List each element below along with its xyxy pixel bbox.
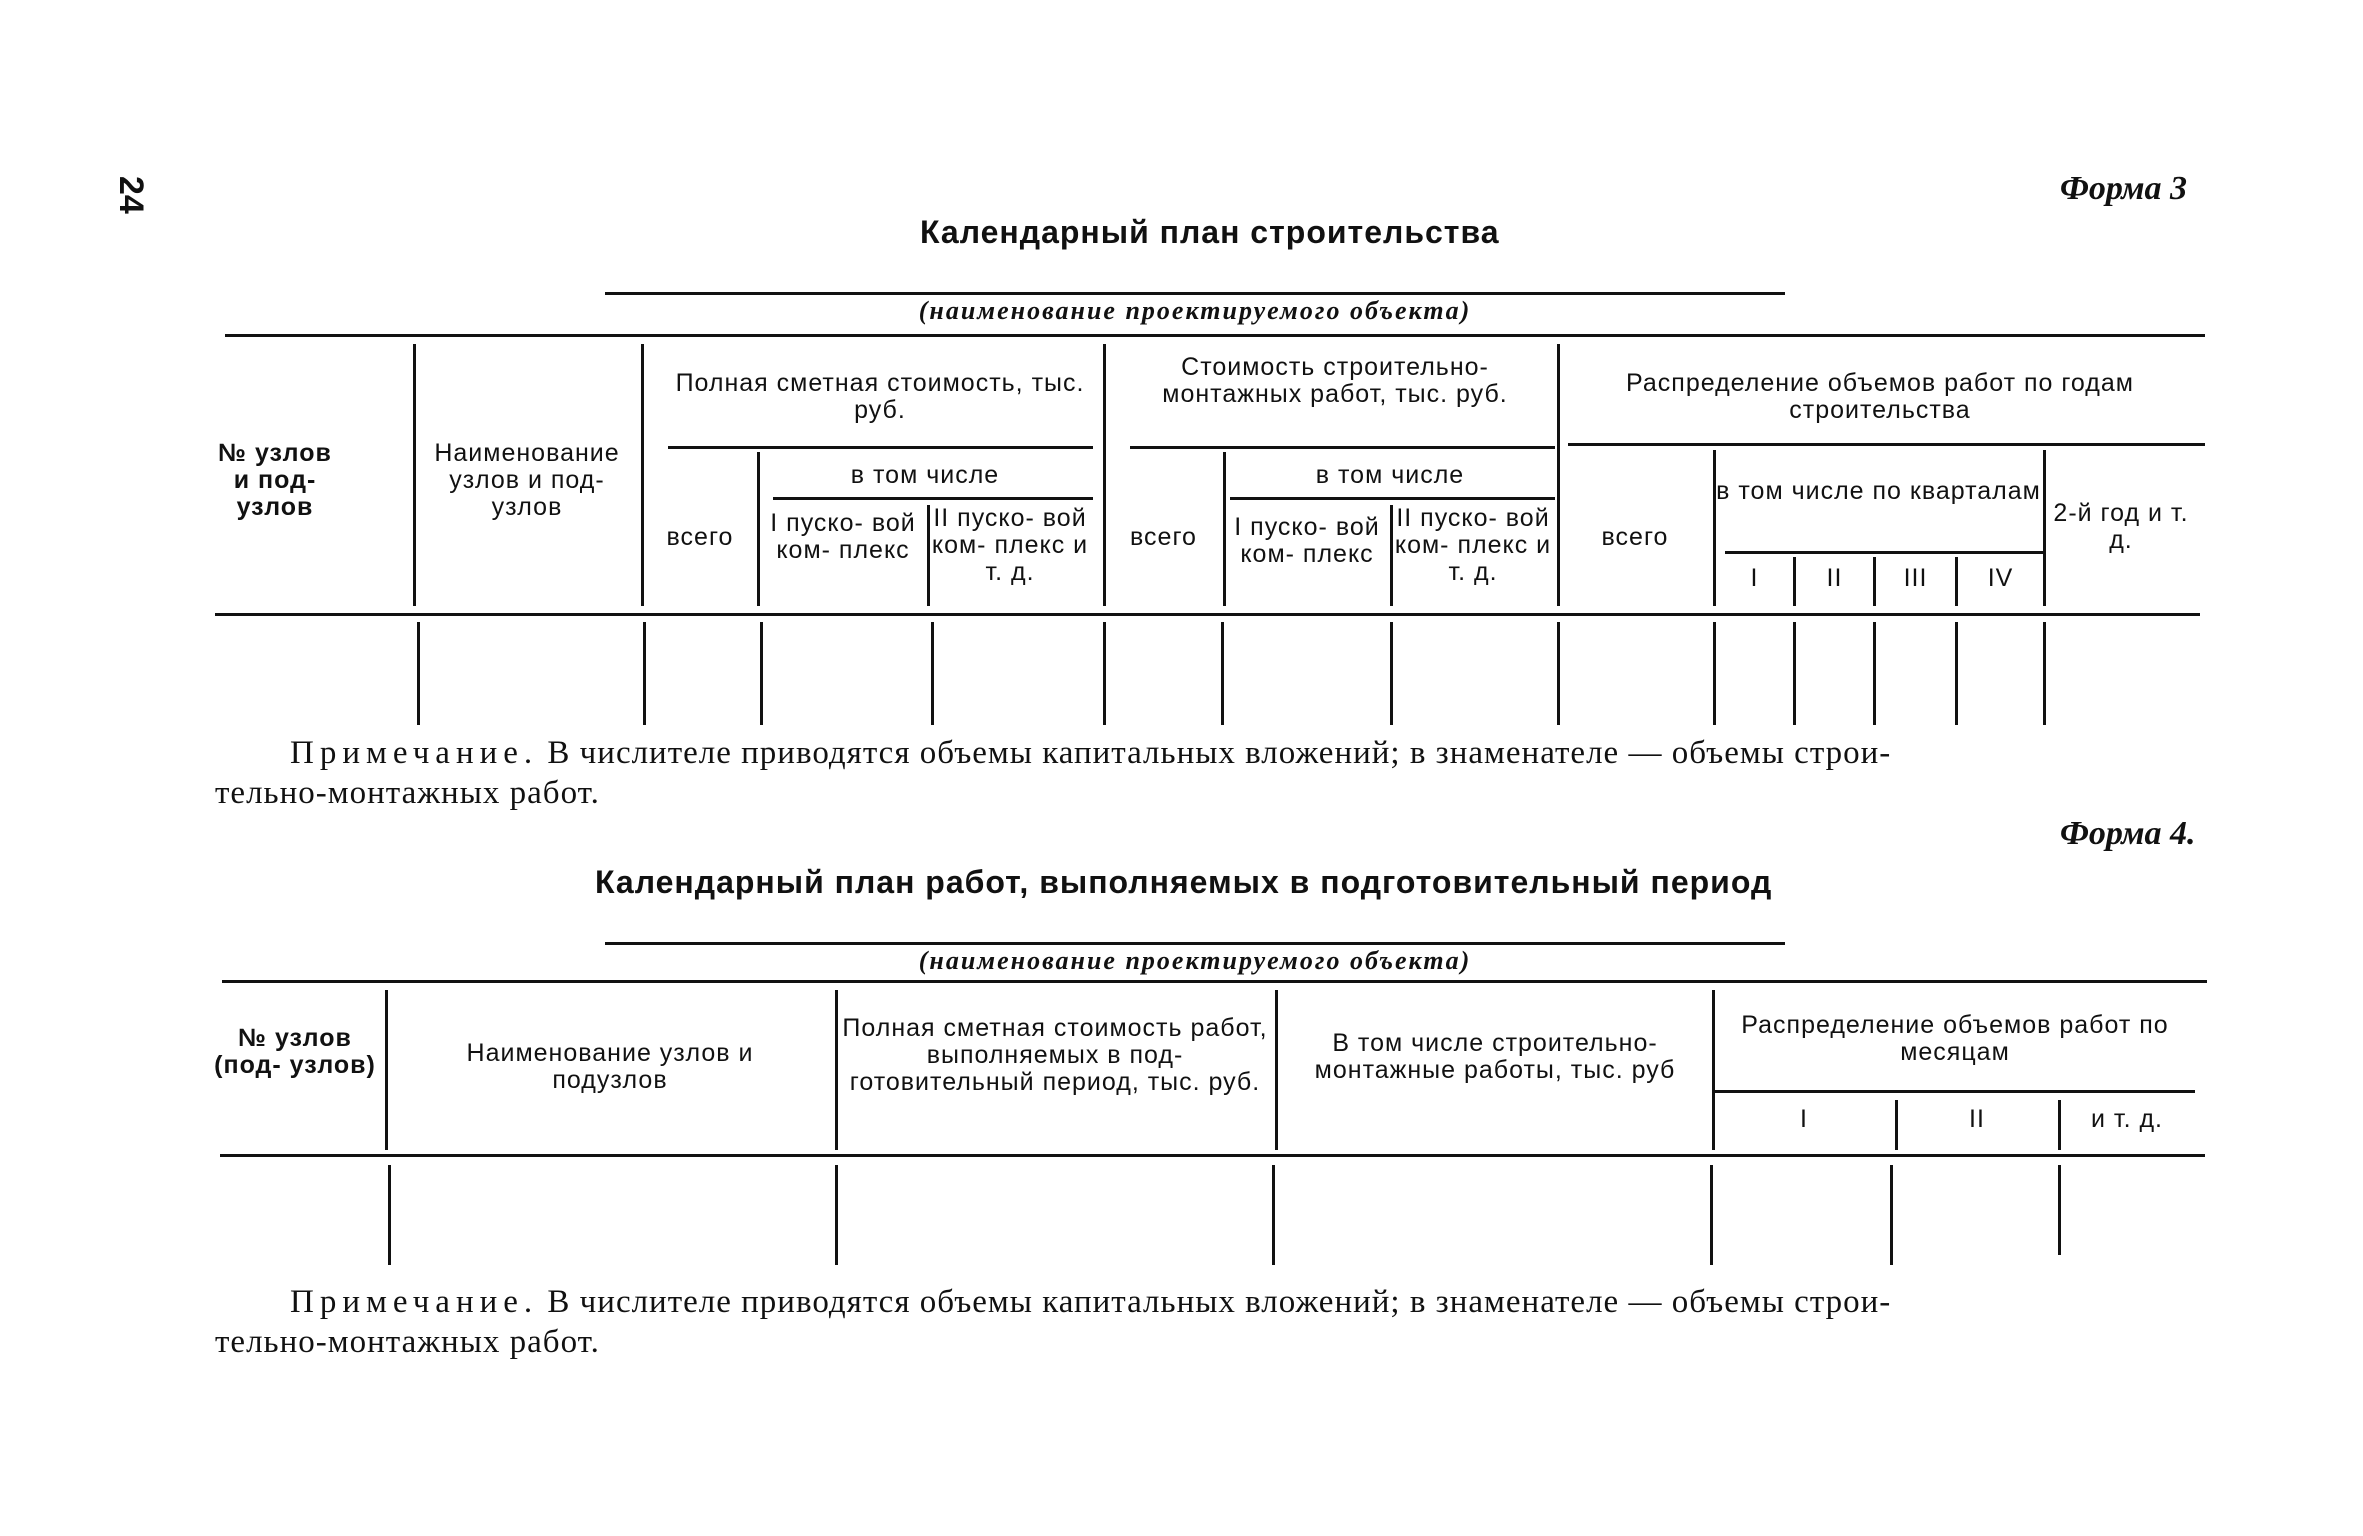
form3-header-launch2-a: II пуско- вой ком- плекс и т. д.: [931, 504, 1089, 586]
form3-header-q2: II: [1826, 564, 1843, 592]
form3-header-num: № узлов и под- узлов: [218, 439, 332, 521]
page-number: 24: [112, 176, 150, 214]
form3-label: Форма 3: [2060, 170, 2188, 207]
form4-object-name-line: [605, 942, 1785, 945]
form3-note-lead: Примечание.: [290, 735, 539, 771]
form3-header-launch1-a: I пуско- вой ком- плекс: [770, 509, 916, 564]
form4-header-bottom-rule: [220, 1154, 2205, 1157]
form4-caption: (наименование проектируемого объекта): [918, 946, 1472, 975]
form3-header-by-quarters: в том числе по кварталам: [1716, 477, 2041, 505]
form3-header-launch2-b: II пуско- вой ком- плекс и т. д.: [1394, 504, 1552, 586]
form3-header-name: Наименование узлов и под- узлов: [434, 439, 620, 521]
form3-header-q1: I: [1750, 564, 1759, 592]
form3-header-vtom-2: в том числе: [1315, 461, 1465, 489]
form3-caption: (наименование проектируемого объекта): [918, 296, 1472, 325]
form3-header-vsego-1: всего: [666, 523, 734, 551]
form3-note-line2: тельно-монтажных работ.: [215, 775, 600, 811]
form3-header-vsego-2: всего: [1130, 523, 1197, 551]
form3-header-cmr-cost: Стоимость строительно- монтажных работ, тыс. руб.: [1162, 353, 1508, 408]
form4-header-month2: II: [1969, 1105, 1985, 1133]
form3-title: Календарный план строительства: [920, 214, 1500, 250]
form3-header-vsego-3: всего: [1601, 523, 1669, 551]
form3-header-second-year: 2-й год и т. д.: [2053, 499, 2189, 554]
form3-header-full-cost: Полная сметная стоимость, тыс. руб.: [675, 369, 1085, 424]
form4-header-distribution: Распределение объемов работ по месяцам: [1741, 1011, 2169, 1066]
form4-header-month1: I: [1800, 1105, 1808, 1133]
form3-note-line1: [290, 733, 1891, 773]
form4-top-rule: [222, 980, 2207, 983]
form4-header-full-cost: Полная сметная стоимость работ, выполняемых в под- готовительный период, тыс. руб.: [842, 1014, 1268, 1096]
form4-note-line2: тельно-монтажных работ.: [215, 1324, 600, 1360]
form3-header-distribution: Распределение объемов работ по годам строительства: [1626, 369, 2134, 424]
form4-header-cmr: В том числе строительно- монтажные работы, тыс. руб: [1314, 1029, 1676, 1084]
form3-header-launch1-b: I пуско- вой ком- плекс: [1234, 513, 1380, 568]
form4-label: Форма 4.: [2060, 815, 2196, 852]
form3-header-q4: IV: [1987, 564, 2014, 592]
form3-top-rule: [225, 334, 2205, 337]
form3-header-vtom-1: в том числе: [850, 461, 1000, 489]
form3-object-name-line: [605, 292, 1785, 295]
form4-header-name: Наименование узлов и подузлов: [466, 1039, 754, 1094]
form3-header-q3: III: [1903, 564, 1928, 592]
form4-header-etc: и т. д.: [2090, 1105, 2163, 1133]
form4-note-line1: [290, 1282, 1891, 1322]
form4-note-lead: Примечание.: [290, 1284, 539, 1320]
form4-header-num: № узлов (под- узлов): [214, 1024, 376, 1079]
form4-note-text: В числителе приводятся объемы капитальных вложений; в знаменателе — объемы строи-: [547, 1284, 1892, 1320]
form3-note-text: В числителе приводятся объемы капитальных вложений; в знаменателе — объемы строи-: [547, 735, 1892, 771]
form3-header-bottom-rule: [215, 613, 2200, 616]
form4-title: Календарный план работ, выполняемых в подготовительный период: [595, 864, 1773, 900]
